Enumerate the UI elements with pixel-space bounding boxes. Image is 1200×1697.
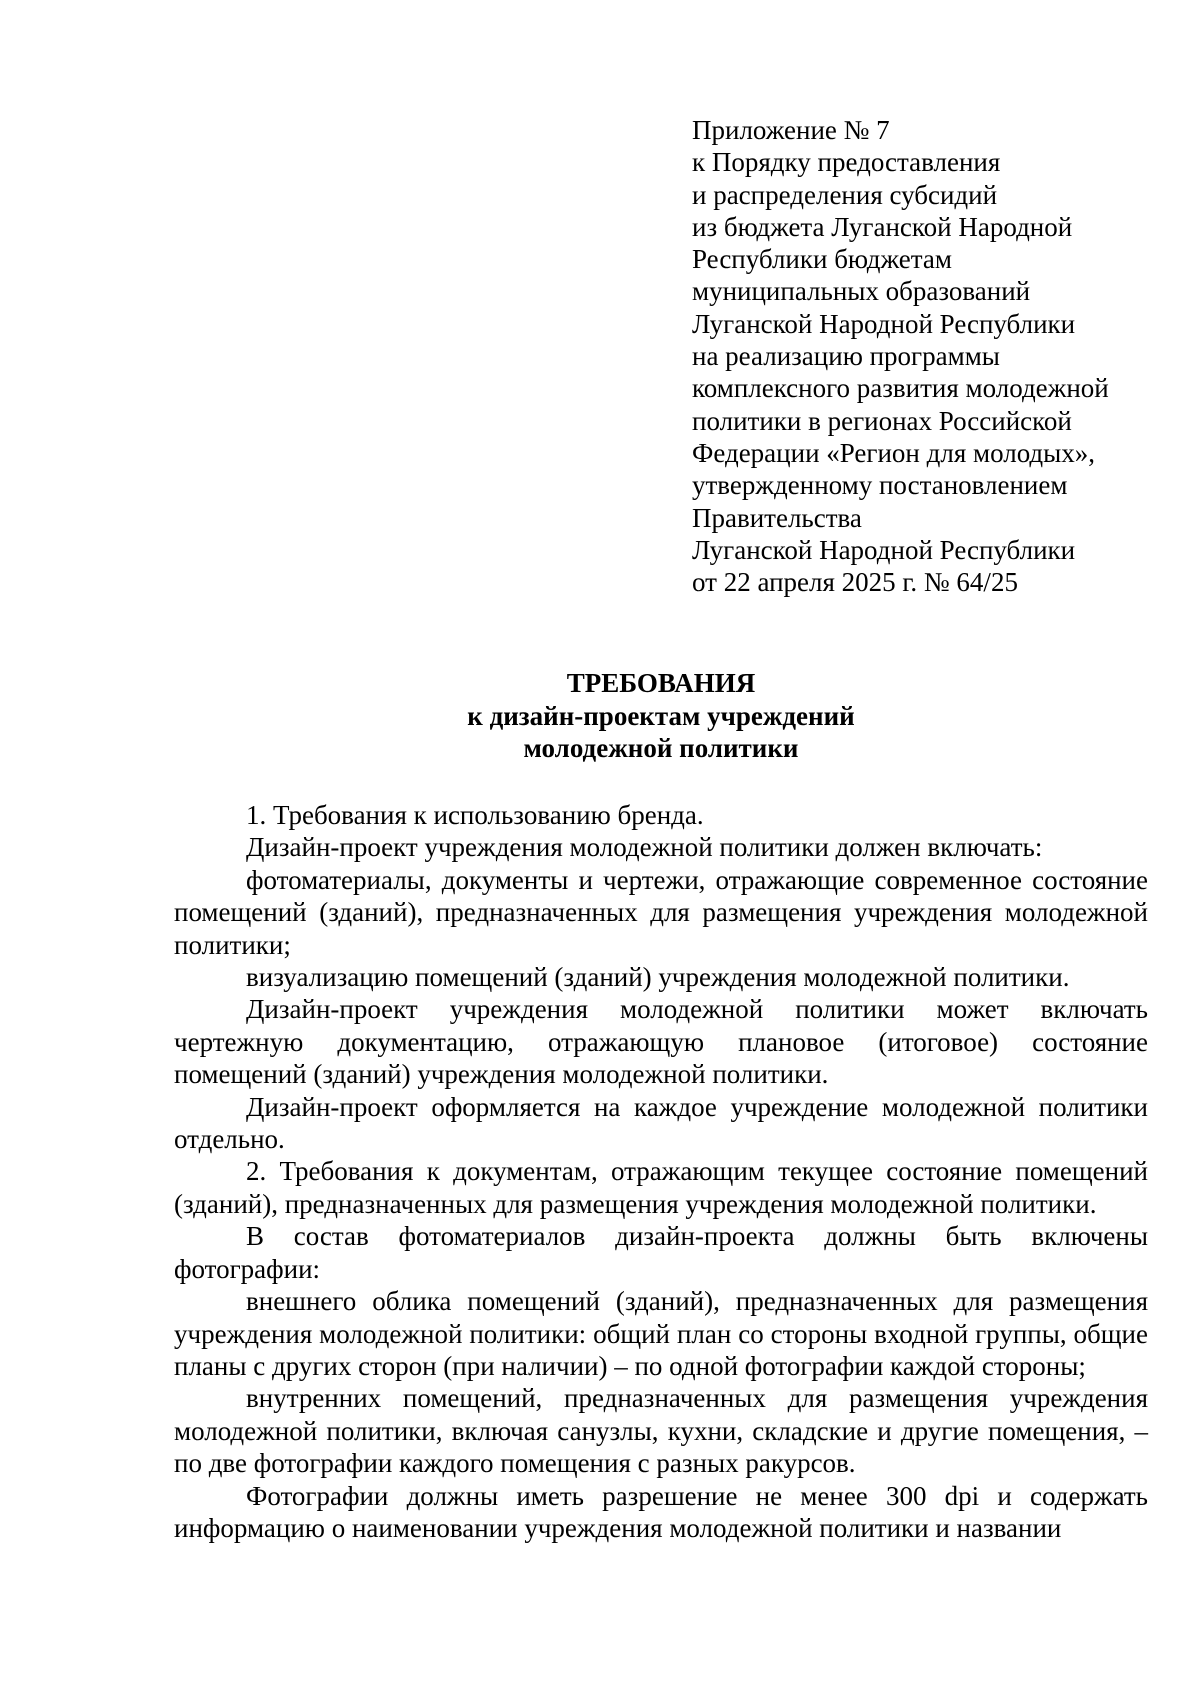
appendix-line: Федерации «Регион для молодых», xyxy=(692,437,1096,468)
document-subtitle: молодежной политики xyxy=(523,733,799,763)
appendix-line: муниципальных образований xyxy=(692,276,1031,307)
appendix-line: комплексного развития молодежной xyxy=(692,373,1109,404)
appendix-line: утвержденному постановлением xyxy=(692,470,1068,501)
appendix-line: Республики бюджетам xyxy=(692,244,952,275)
paragraph: Фотографии должны иметь разрешение не менее 300 dpi и содержать информацию о наименовании учреждения молодежной политики и названии xyxy=(174,1480,1148,1543)
appendix-line: политики в регионах Российской xyxy=(692,405,1072,436)
appendix-line: Луганской Народной Республики xyxy=(692,534,1076,565)
paragraph-list-item: внешнего облика помещений (зданий), предназначенных для размещения учреждения молодежной политики: общий план со стороны входной группы, общие планы с других сторон (при наличии) – по одной фотографии каждой стороны; xyxy=(174,1286,1148,1381)
paragraph: Дизайн-проект оформляется на каждое учреждение молодежной политики отдельно. xyxy=(174,1091,1148,1155)
paragraph-list-item: внутренних помещений, предназначенных для размещения учреждения молодежной политики, включая санузлы, кухни, складские и другие помещения, – по две фотографии каждого помещения с разных ракурсов. xyxy=(174,1383,1148,1479)
paragraph-section-2-title: 2. Требования к документам, отражающим текущее состояние помещений (зданий), предназначенных для размещения учреждения молодежной политики. xyxy=(174,1156,1148,1219)
appendix-line: из бюджета Луганской Народной xyxy=(692,211,1073,242)
paragraph-list-item: фотоматериалы, документы и чертежи, отражающие современное состояние помещений (зданий), предназначенных для размещения учреждения молодежной политики; xyxy=(174,864,1148,960)
appendix-line: на реализацию программы xyxy=(692,341,1000,372)
paragraph: Дизайн-проект учреждения молодежной политики может включать чертежную документацию, отражающую плановое (итоговое) состояние помещений (зданий) учреждения молодежной политики. xyxy=(174,994,1148,1090)
document-heading xyxy=(174,667,1148,765)
appendix-block xyxy=(692,114,1162,598)
appendix-line: Правительства xyxy=(692,502,862,533)
appendix-line: Луганской Народной Республики xyxy=(692,308,1076,339)
document-title: ТРЕБОВАНИЯ xyxy=(566,668,756,698)
paragraph: В состав фотоматериалов дизайн-проекта должны быть включены фотографии: xyxy=(174,1221,1148,1284)
document-body xyxy=(174,799,1148,1544)
appendix-line: к Порядку предоставления xyxy=(692,147,1001,178)
appendix-line: и распределения субсидий xyxy=(692,179,998,210)
paragraph: Дизайн-проект учреждения молодежной политики должен включать: xyxy=(246,832,1043,863)
document-subtitle: к дизайн-проектам учреждений xyxy=(467,700,855,731)
paragraph-section-1-title: 1. Требования к использованию бренда. xyxy=(246,800,704,830)
appendix-line: Приложение № 7 xyxy=(692,115,890,145)
paragraph-list-item: визуализацию помещений (зданий) учреждения молодежной политики. xyxy=(246,962,1070,993)
appendix-line: от 22 апреля 2025 г. № 64/25 xyxy=(692,567,1018,598)
